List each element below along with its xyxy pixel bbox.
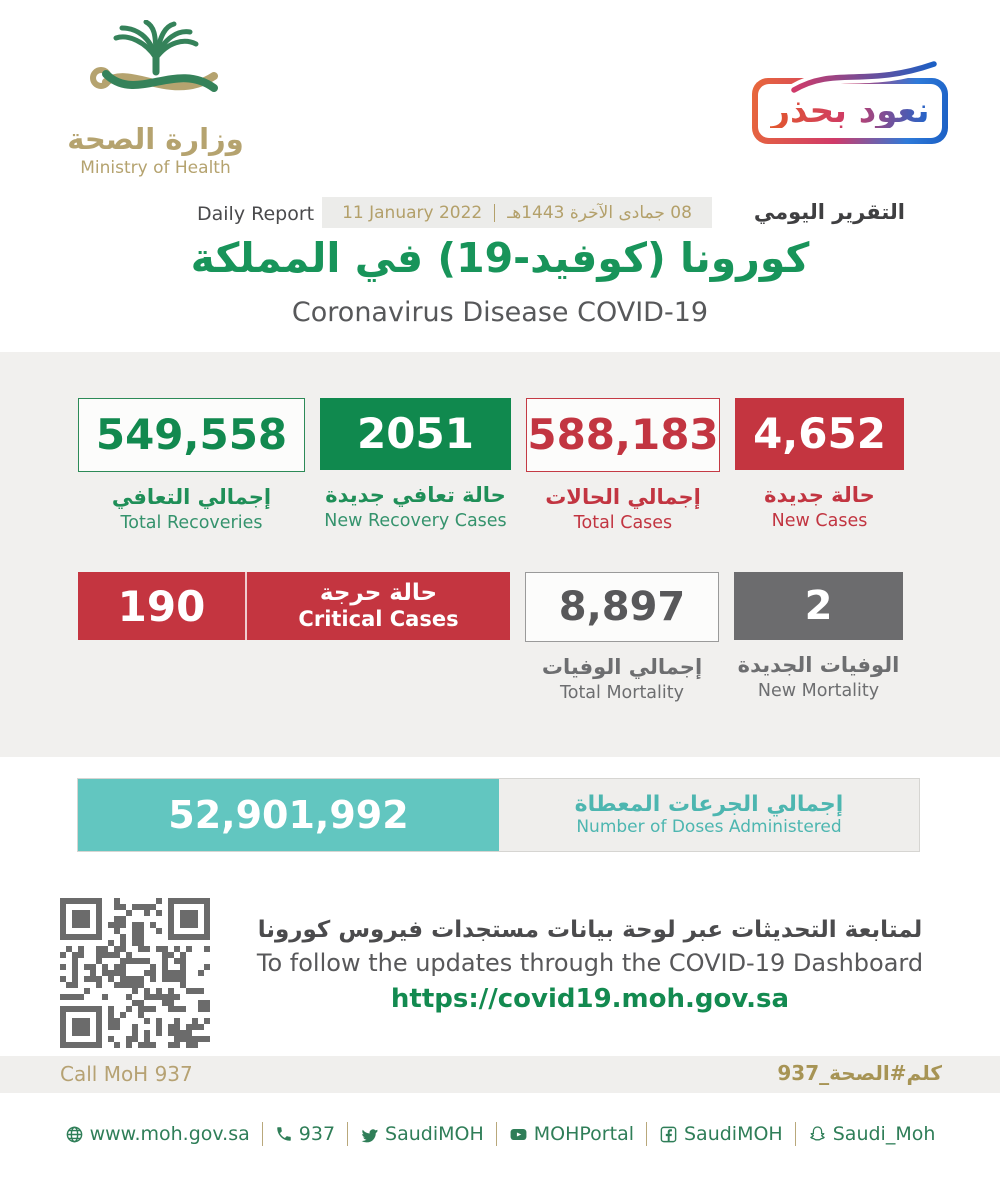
moh-emblem-icon bbox=[76, 20, 236, 120]
ministry-name-arabic: وزارة الصحة bbox=[67, 122, 244, 156]
footer-label-phone: 937 bbox=[298, 1123, 336, 1145]
youtube-icon bbox=[509, 1125, 528, 1144]
new-mortality-label-en: New Mortality bbox=[757, 681, 880, 702]
footer-item-facebook[interactable] bbox=[659, 1123, 783, 1145]
doses-label-en: Number of Doses Administered bbox=[576, 817, 842, 838]
stat-new-mortality bbox=[734, 572, 903, 703]
new-recovery-cases-label-en: New Recovery Cases bbox=[324, 511, 507, 532]
total-mortality-value: 8,897 bbox=[525, 572, 719, 642]
footer-label-website: www.moh.gov.sa bbox=[89, 1123, 250, 1145]
footer-label-youtube: MOHPortal bbox=[533, 1123, 634, 1145]
moh-logo bbox=[48, 20, 263, 178]
page-title-english: Coronavirus Disease COVID-19 bbox=[291, 297, 709, 328]
critical-cases-label-en: Critical Cases bbox=[298, 606, 459, 631]
doses-label-ar: إجمالي الجرعات المعطاة bbox=[574, 792, 844, 818]
new-cases-label-ar: حالة جديدة bbox=[764, 483, 875, 507]
campaign-logo bbox=[752, 78, 948, 144]
daily-report-label-en: Daily Report bbox=[197, 203, 315, 225]
globe-icon bbox=[65, 1125, 84, 1144]
critical-cases-box bbox=[78, 572, 510, 640]
stat-critical-cases bbox=[78, 572, 510, 703]
footer-separator bbox=[262, 1122, 263, 1146]
stats-row-1 bbox=[78, 398, 904, 533]
call-moh-english: Call MoH 937 bbox=[60, 1062, 193, 1086]
total-cases-label-en: Total Cases bbox=[573, 513, 673, 534]
new-mortality-label-ar: الوفيات الجديدة bbox=[737, 653, 900, 677]
stat-total-cases bbox=[526, 398, 720, 533]
total-recoveries-label-ar: إجمالي التعافي bbox=[111, 485, 272, 509]
doses-administered-bar bbox=[77, 778, 920, 852]
ministry-name-english: Ministry of Health bbox=[80, 157, 231, 178]
footer-label-facebook: SaudiMOH bbox=[684, 1123, 783, 1145]
campaign-swoosh-icon bbox=[790, 58, 940, 96]
dashboard-info bbox=[240, 916, 940, 1014]
footer-label-snapchat: Saudi_Moh bbox=[832, 1123, 936, 1145]
qr-code bbox=[60, 898, 210, 1048]
total-cases-value: 588,183 bbox=[526, 398, 720, 472]
footer-separator bbox=[347, 1122, 348, 1146]
new-recovery-cases-label-ar: حالة تعافي جديدة bbox=[325, 483, 506, 507]
report-date-box bbox=[322, 197, 712, 228]
footer-item-snapchat[interactable] bbox=[808, 1123, 936, 1145]
statistics-section bbox=[0, 352, 1000, 757]
date-divider bbox=[494, 204, 495, 222]
doses-value: 52,901,992 bbox=[78, 779, 499, 851]
daily-report-label-ar: التقرير اليومي bbox=[753, 200, 905, 224]
critical-cases-label-ar: حالة حرجة bbox=[319, 580, 438, 607]
footer-item-youtube[interactable] bbox=[509, 1123, 634, 1145]
footer-label-twitter: SaudiMOH bbox=[385, 1123, 484, 1145]
dashboard-line-ar: لمتابعة التحديثات عبر لوحة بيانات مستجدات فيروس كورونا bbox=[257, 917, 923, 943]
total-cases-label-ar: إجمالي الحالات bbox=[545, 485, 701, 509]
call-band bbox=[0, 1056, 1000, 1093]
snapchat-icon bbox=[808, 1125, 827, 1144]
report-date-gregorian: 11 January 2022 bbox=[342, 202, 483, 223]
footer-links bbox=[0, 1122, 1000, 1146]
footer-item-website[interactable] bbox=[65, 1123, 250, 1145]
stat-new-cases bbox=[735, 398, 904, 533]
footer-separator bbox=[795, 1122, 796, 1146]
total-mortality-label-en: Total Mortality bbox=[560, 683, 684, 704]
page-title-arabic: كورونا (كوفيد-19) في المملكة bbox=[190, 234, 810, 282]
total-mortality-label-ar: إجمالي الوفيات bbox=[541, 655, 703, 679]
new-cases-label-en: New Cases bbox=[771, 511, 868, 532]
footer-item-phone[interactable] bbox=[275, 1123, 335, 1145]
dashboard-line-en: To follow the updates through the COVID-19 Dashboard bbox=[256, 948, 924, 977]
twitter-icon bbox=[360, 1125, 379, 1144]
footer-separator bbox=[496, 1122, 497, 1146]
new-mortality-value: 2 bbox=[734, 572, 903, 640]
campaign-logo-text: نعود بحذر bbox=[770, 91, 930, 131]
stat-total-recoveries bbox=[78, 398, 305, 533]
new-cases-value: 4,652 bbox=[735, 398, 904, 470]
facebook-icon bbox=[659, 1125, 678, 1144]
total-recoveries-value: 549,558 bbox=[78, 398, 305, 472]
new-recovery-cases-value: 2051 bbox=[320, 398, 511, 470]
footer-item-twitter[interactable] bbox=[360, 1123, 484, 1145]
stats-row-2 bbox=[78, 572, 903, 703]
footer-separator bbox=[646, 1122, 647, 1146]
critical-cases-value: 190 bbox=[78, 572, 247, 640]
dashboard-url-link[interactable]: https://covid19.moh.gov.sa bbox=[390, 983, 790, 1014]
call-moh-hashtag-arabic: كلم#الصحة_937 bbox=[777, 1061, 942, 1085]
phone-icon bbox=[275, 1125, 293, 1143]
stat-total-mortality bbox=[525, 572, 719, 703]
report-date-hijri: 08 جمادى الآخرة 1443هـ bbox=[507, 202, 692, 223]
stat-new-recovery-cases bbox=[320, 398, 511, 533]
total-recoveries-label-en: Total Recoveries bbox=[120, 513, 263, 534]
